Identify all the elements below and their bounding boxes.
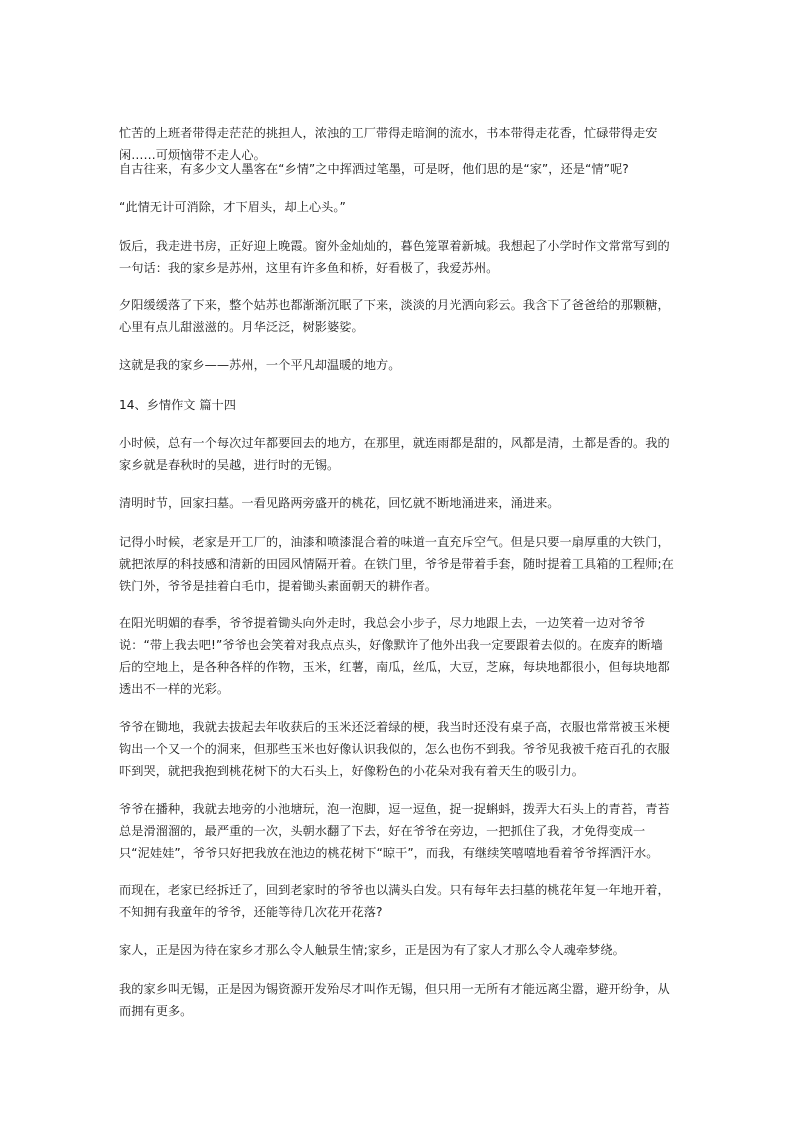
paragraph-6: 这就是我的家乡——苏州，一个平凡却温暖的地方。	[119, 358, 401, 372]
paragraph-7: 小时候，总有一个每次过年都要回去的地方，在那里，就连雨都是甜的，风都是清，土都是香的。我的家乡就是春秋时的吴越，进行时的无锡。	[119, 436, 670, 472]
paragraph-13: 而现在，老家已经拆迁了，回到老家时的爷爷也以满头白发。只有每年去扫墓的桃花年复一年地开着，不知拥有我童年的爷爷，还能等待几次花开花落?	[119, 883, 670, 919]
paragraph-8: 清明时节，回家扫墓。一看见路两旁盛开的桃花，回忆就不断地涌进来，涌进来。	[119, 496, 560, 510]
paragraph-9: 记得小时候，老家是开工厂的，油漆和喷漆混合着的味道一直充斥空气。但是只要一扇厚重的大铁门，就把浓厚的科技感和清新的田园风情隔开着。在铁门里，爷爷是带着手套，随时提着工具箱的工程师;在铁门外，爷爷是挂着白毛巾，提着锄头素面朝天的耕作者。	[119, 535, 674, 593]
paragraph-5: 夕阳缓缓落了下来，整个姑苏也都渐渐沉眠了下来，淡淡的月光洒向彩云。我含下了爸爸给的那颗糖，心里有点儿甜滋滋的。月华泛泛，树影婆娑。	[119, 298, 670, 334]
paragraph-3: “此情无计可消除，才下眉头，却上心头。”	[119, 200, 346, 214]
paragraph-14: 家人，正是因为待在家乡才那么令人触景生情;家乡，正是因为有了家人才那么令人魂牵梦绕。	[119, 943, 625, 957]
paragraph-12: 爷爷在播种，我就去地旁的小池塘玩，泡一泡脚，逗一逗鱼，捉一捉蝌蚪，拨弄大石头上的青苔，青苔总是滑溜溜的，最严重的一次，头朝水翻了下去，好在爷爷在旁边，一把抓住了我，才免得变成一只“泥娃娃”，爷爷只好把我放在池边的桃花树下“晾干”，而我，有继续笑嘻嘻地看着爷爷挥洒汗水。	[119, 802, 670, 860]
paragraph-4: 饭后，我走进书房，正好迎上晚霞。窗外金灿灿的，暮色笼罩着新城。我想起了小学时作文常常写到的一句话：我的家乡是苏州，这里有许多鱼和桥，好看极了，我爱苏州。	[119, 239, 670, 275]
paragraph-11: 爷爷在锄地，我就去拔起去年收获后的玉米还泛着绿的梗，我当时还没有桌子高，衣服也常常被玉米梗钩出一个又一个的洞来，但那些玉米也好像认识我似的，怎么也伤不到我。爷爷见我被千疮百孔的衣服吓到哭，就把我抱到桃花树下的大石头上，好像粉色的小花朵对我有着天生的吸引力。	[119, 720, 670, 778]
paragraph-2: 自古往来，有多少文人墨客在“乡情”之中挥洒过笔墨，可是呀，他们思的是“家”，还是“情”呢?	[119, 162, 629, 176]
section-heading: 14、乡情作文 篇十四	[119, 398, 236, 412]
paragraph-10: 在阳光明媚的春季，爷爷提着锄头向外走时，我总会小步子，尽力地跟上去，一边笑着一边对爷爷说：“带上我去吧!”爷爷也会笑着对我点点头，好像默许了他外出我一定要跟着去似的。在废弃的断墙后的空地上，是各种各样的作物，玉米，红薯，南瓜，丝瓜，大豆，芝麻，每块地都很小，但每块地都透出不一样的光彩。	[119, 616, 670, 696]
paragraph-15: 我的家乡叫无锡，正是因为锡资源开发殆尽才叫作无锡，但只用一无所有才能远离尘嚣，避开纷争，从而拥有更多。	[119, 982, 670, 1018]
paragraph-1: 忙苦的上班者带得走茫茫的挑担人，浓浊的工厂带得走暗涧的流水，书本带得走花香，忙碌带得走安闲……可烦恼带不走人心。	[119, 126, 658, 162]
